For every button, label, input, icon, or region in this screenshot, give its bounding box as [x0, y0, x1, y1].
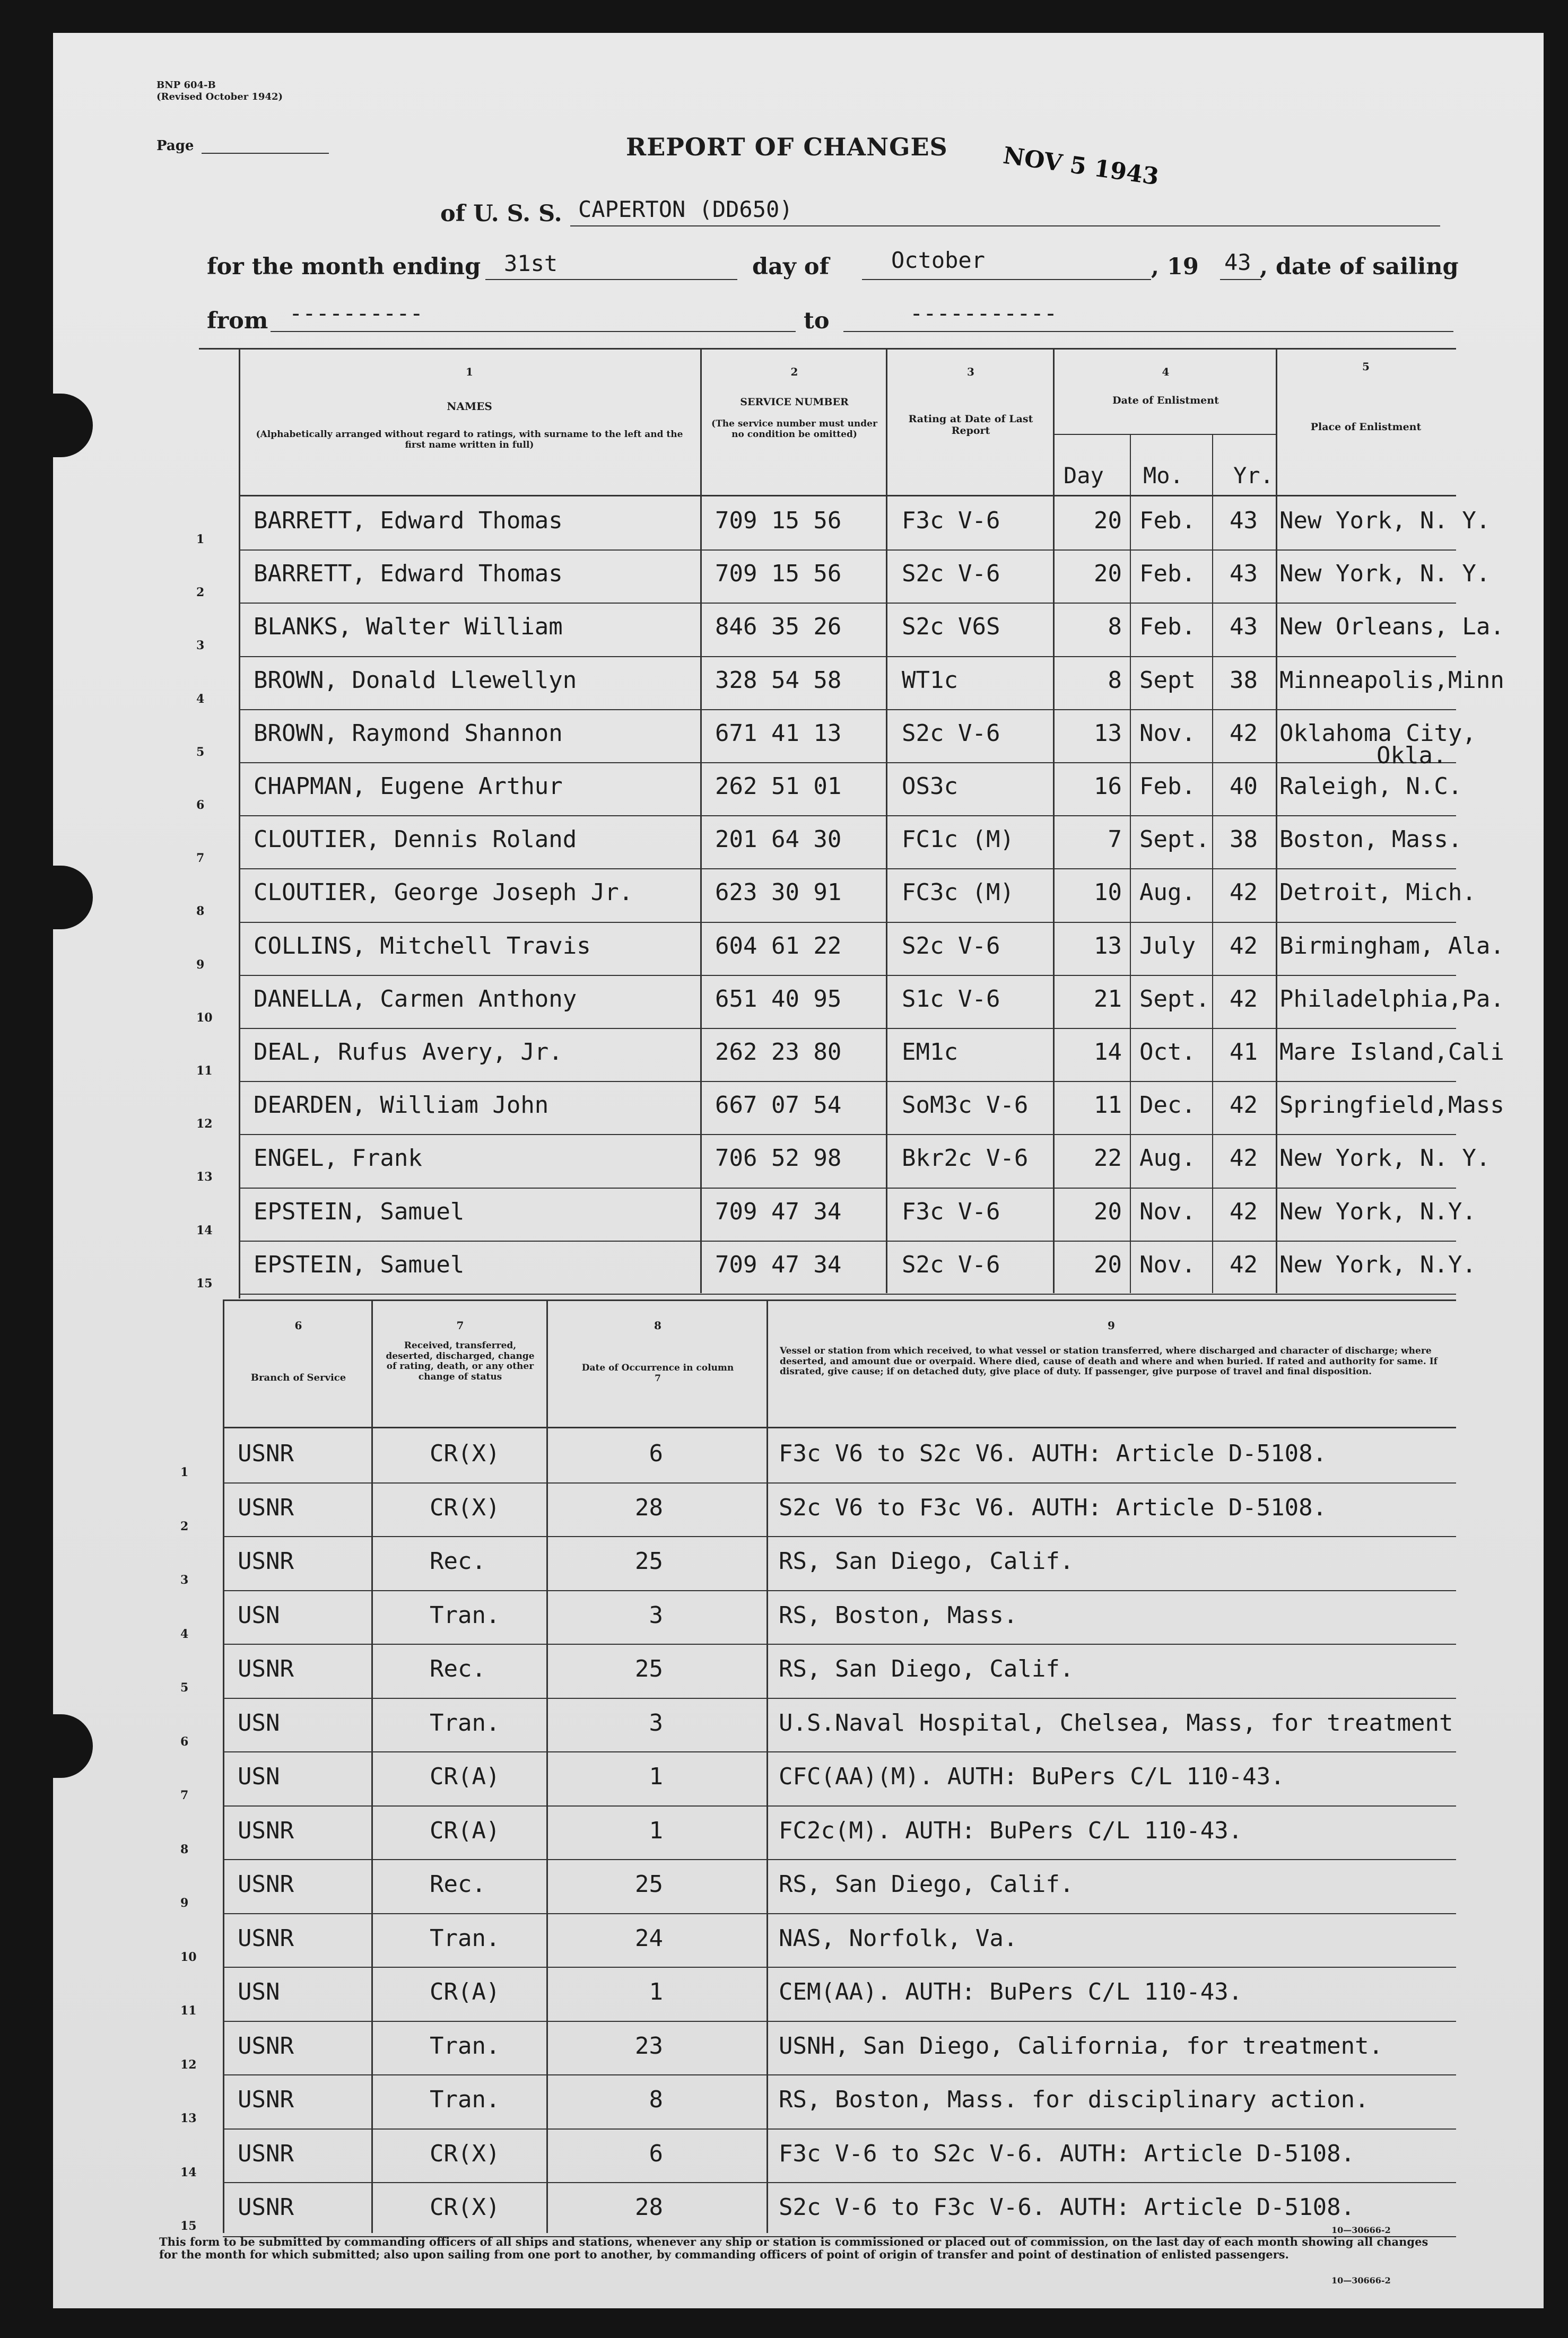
- binder-hole: [53, 394, 93, 457]
- enlist-place: Philadelphia,Pa.: [1279, 985, 1504, 1013]
- person-name: DANELLA, Carmen Anthony: [254, 985, 577, 1013]
- change-remarks: RS, San Diego, Calif.: [779, 1548, 1074, 1575]
- change-remarks: RS, Boston, Mass.: [779, 1601, 1018, 1629]
- row-number: 1: [180, 1465, 189, 1479]
- col6-title: Branch of Service: [250, 1372, 346, 1383]
- enlist-year: 43: [1230, 613, 1258, 641]
- enlist-day: 14: [1094, 1039, 1122, 1066]
- person-name: EPSTEIN, Samuel: [254, 1251, 465, 1278]
- enlist-month: July: [1139, 932, 1196, 959]
- change-remarks: FC2c(M). AUTH: BuPers C/L 110-43.: [779, 1817, 1243, 1844]
- row-number: 1: [196, 533, 205, 546]
- col7-number: 7: [456, 1319, 464, 1332]
- enlist-day: 20: [1094, 1251, 1122, 1278]
- form-number-text: BNP 604-B: [156, 80, 216, 91]
- service-number: 709 15 56: [715, 560, 842, 588]
- row-number: 5: [196, 745, 205, 759]
- change-type: CR(X): [430, 2194, 500, 2221]
- enlist-place: New York, N.Y.: [1279, 1251, 1476, 1278]
- service-number: 667 07 54: [715, 1092, 842, 1119]
- service-number: 651 40 95: [715, 985, 842, 1013]
- row-number: 4: [180, 1627, 189, 1641]
- col1-number: 1: [466, 365, 473, 378]
- day-value: 31st: [504, 250, 558, 276]
- row-number: 7: [180, 1789, 189, 1802]
- change-type: CR(X): [430, 1440, 500, 1467]
- row-number: 15: [196, 1276, 213, 1290]
- enlist-year: 38: [1230, 826, 1258, 853]
- change-remarks: S2c V-6 to F3c V-6. AUTH: Article D-5108.: [779, 2194, 1355, 2221]
- enlist-day: 7: [1108, 826, 1122, 853]
- rating: S2c V-6: [902, 1251, 1000, 1278]
- person-name: BROWN, Raymond Shannon: [254, 719, 563, 747]
- year-prefix: , 19: [1151, 254, 1199, 280]
- col4-day-label: Day: [1064, 463, 1104, 488]
- change-remarks: RS, San Diego, Calif.: [779, 1655, 1074, 1682]
- rating: S2c V-6: [902, 560, 1000, 588]
- change-type: Rec.: [430, 1655, 486, 1682]
- rating: F3c V-6: [902, 507, 1000, 534]
- rating: OS3c: [902, 773, 958, 800]
- enlist-place: Springfield,Mass: [1279, 1092, 1504, 1119]
- enlist-day: 20: [1094, 1198, 1122, 1225]
- change-remarks: CEM(AA). AUTH: BuPers C/L 110-43.: [779, 1978, 1243, 2005]
- col1-note: (Alphabetically arranged without regard to ratings, with surname to the left and the first name written in full): [256, 429, 683, 450]
- footer-instructions: This form to be submitted by commanding officers of all ships and stations, whenever any ship or station is commissioned or placed out of commission, on the last day of each month showing all changes for the month for which submitted; also upon sailing from one port to another, by commanding officers of point of origin of transfer and point of destination of enlisted passengers.: [159, 2235, 1428, 2261]
- enlist-month: Sept: [1139, 666, 1196, 694]
- col8-number: 8: [654, 1319, 661, 1332]
- col9-title: Vessel or station from which received, to what vessel or station transferred, where discharged and character of discharge; where deserted, and amount due or overpaid. Where died, cause of death and where and when buried. If rated and authority for same. If disrated, give cause; if on detached duty, give place of duty. If passenger, give purpose of travel and final disposition.: [780, 1346, 1438, 1377]
- enlist-month: Sept.: [1139, 826, 1210, 853]
- enlist-day: 20: [1094, 507, 1122, 534]
- page-line: [202, 153, 329, 154]
- row-number: 9: [180, 1896, 189, 1910]
- enlist-year: 43: [1230, 560, 1258, 588]
- col9-number: 9: [1108, 1319, 1115, 1332]
- service-number: 709 47 34: [715, 1198, 842, 1225]
- occurrence-date: 6: [649, 1440, 663, 1467]
- service-number: 262 23 80: [715, 1039, 842, 1066]
- occurrence-date: 25: [635, 1871, 663, 1898]
- ship-label: of U. S. S.: [440, 200, 562, 227]
- enlist-year: 42: [1230, 719, 1258, 747]
- change-type: CR(A): [430, 1978, 500, 2005]
- occurrence-date: 1: [649, 1978, 663, 2005]
- col2-title: SERVICE NUMBER: [740, 396, 849, 408]
- rating: S1c V-6: [902, 985, 1000, 1013]
- enlist-place: New York, N. Y.: [1279, 560, 1491, 588]
- occurrence-date: 25: [635, 1548, 663, 1575]
- col8-title: Date of Occurrence in column 7: [581, 1363, 734, 1384]
- change-type: Tran.: [430, 2086, 500, 2113]
- row-number: 9: [196, 957, 205, 972]
- binder-hole: [53, 866, 93, 929]
- service-number: 671 41 13: [715, 719, 842, 747]
- enlist-place: New York, N. Y.: [1279, 507, 1491, 534]
- enlist-month: Sept.: [1139, 985, 1210, 1013]
- enlist-day: 8: [1108, 666, 1122, 694]
- enlist-place: Birmingham, Ala.: [1279, 932, 1504, 959]
- branch-of-service: USNR: [238, 2086, 294, 2113]
- enlist-year: 38: [1230, 666, 1258, 694]
- person-name: BROWN, Donald Llewellyn: [254, 666, 577, 694]
- service-number: 709 15 56: [715, 507, 842, 534]
- enlist-month: Feb.: [1139, 560, 1196, 588]
- enlist-year: 42: [1230, 1145, 1258, 1172]
- col3-number: 3: [967, 365, 974, 378]
- col1-title: NAMES: [447, 400, 492, 413]
- occurrence-date: 1: [649, 1817, 663, 1844]
- enlist-place: Mare Island,Cali: [1279, 1039, 1504, 1066]
- branch-of-service: USNR: [238, 1548, 294, 1575]
- enlist-day: 16: [1094, 773, 1122, 800]
- row-number: 3: [196, 639, 205, 653]
- enlist-day: 10: [1094, 879, 1122, 906]
- enlist-day: 13: [1094, 719, 1122, 747]
- person-name: EPSTEIN, Samuel: [254, 1198, 465, 1225]
- person-name: BARRETT, Edward Thomas: [254, 507, 563, 534]
- change-type: CR(A): [430, 1817, 500, 1844]
- day-underline: [485, 279, 737, 280]
- row-number: 2: [180, 1519, 189, 1533]
- enlist-day: 11: [1094, 1092, 1122, 1119]
- person-name: CLOUTIER, Dennis Roland: [254, 826, 577, 853]
- sailing-label: , date of sailing: [1260, 254, 1459, 280]
- branch-of-service: USN: [238, 1763, 280, 1790]
- to-value: -----------: [910, 300, 1058, 326]
- to-underline: [843, 331, 1453, 332]
- enlist-year: 41: [1230, 1039, 1258, 1066]
- col6-number: 6: [294, 1319, 302, 1332]
- branch-of-service: USNR: [238, 1494, 294, 1521]
- person-name: BARRETT, Edward Thomas: [254, 560, 563, 588]
- rating: S2c V-6: [902, 932, 1000, 959]
- form-revised-text: (Revised October 1942): [156, 91, 283, 102]
- occurrence-date: 1: [649, 1763, 663, 1790]
- change-remarks: NAS, Norfolk, Va.: [779, 1924, 1018, 1952]
- year-underline: [1220, 279, 1261, 280]
- row-number: 8: [196, 904, 205, 919]
- enlist-month: Nov.: [1139, 1251, 1196, 1278]
- occurrence-date: 3: [649, 1709, 663, 1737]
- enlist-day: 13: [1094, 932, 1122, 959]
- received-stamp: NOV 5 1943: [1001, 142, 1161, 191]
- row-number: 12: [196, 1117, 213, 1131]
- change-type: Rec.: [430, 1871, 486, 1898]
- change-remarks: F3c V-6 to S2c V-6. AUTH: Article D-5108.: [779, 2140, 1355, 2167]
- enlist-day: 22: [1094, 1145, 1122, 1172]
- occurrence-date: 6: [649, 2140, 663, 2167]
- change-type: CR(A): [430, 1763, 500, 1790]
- from-label: from: [207, 308, 268, 334]
- change-type: Tran.: [430, 1709, 500, 1737]
- enlist-month: Aug.: [1139, 879, 1196, 906]
- change-type: Tran.: [430, 2032, 500, 2060]
- enlist-month: Feb.: [1139, 773, 1196, 800]
- year-value: 43: [1224, 249, 1251, 275]
- service-number: 709 47 34: [715, 1251, 842, 1278]
- person-name: DEARDEN, William John: [254, 1092, 549, 1119]
- to-label: to: [804, 308, 830, 334]
- row-number: 6: [196, 798, 205, 812]
- branch-of-service: USNR: [238, 2032, 294, 2060]
- occurrence-date: 28: [635, 1494, 663, 1521]
- row-number: 13: [196, 1170, 213, 1184]
- change-type: CR(X): [430, 2140, 500, 2167]
- from-underline: [271, 331, 796, 332]
- occurrence-date: 28: [635, 2194, 663, 2221]
- enlist-place: Detroit, Mich.: [1279, 879, 1476, 906]
- enlist-place: Raleigh, N.C.: [1279, 773, 1462, 800]
- enlist-day: 21: [1094, 985, 1122, 1013]
- occurrence-date: 25: [635, 1655, 663, 1682]
- print-code-bottom: 10—30666-2: [1331, 2275, 1391, 2285]
- col4-title: Date of Enlistment: [1112, 395, 1219, 406]
- row-number: 7: [196, 851, 205, 866]
- enlist-place: New York, N. Y.: [1279, 1145, 1491, 1172]
- row-number: 8: [180, 1842, 189, 1856]
- service-number: 846 35 26: [715, 613, 842, 641]
- person-name: CHAPMAN, Eugene Arthur: [254, 773, 563, 800]
- enlist-year: 40: [1230, 773, 1258, 800]
- change-remarks: CFC(AA)(M). AUTH: BuPers C/L 110-43.: [779, 1763, 1285, 1790]
- service-number: 328 54 58: [715, 666, 842, 694]
- rating: FC1c (M): [902, 826, 1014, 853]
- branch-of-service: USNR: [238, 1440, 294, 1467]
- enlist-year: 42: [1230, 932, 1258, 959]
- col2-number: 2: [790, 365, 798, 378]
- row-number: 5: [180, 1681, 189, 1695]
- change-remarks: F3c V6 to S2c V6. AUTH: Article D-5108.: [779, 1440, 1327, 1467]
- branch-of-service: USNR: [238, 1817, 294, 1844]
- row-number: 11: [180, 2004, 197, 2018]
- rating: S2c V6S: [902, 613, 1000, 641]
- month-underline: [862, 279, 1151, 280]
- person-name: BLANKS, Walter William: [254, 613, 563, 641]
- enlist-year: 43: [1230, 507, 1258, 534]
- row-number: 2: [196, 586, 205, 600]
- page-label: Page: [156, 138, 194, 154]
- rating: S2c V-6: [902, 719, 1000, 747]
- row-number: 4: [196, 692, 205, 706]
- rating: F3c V-6: [902, 1198, 1000, 1225]
- occurrence-date: 24: [635, 1924, 663, 1952]
- enlist-month: Oct.: [1139, 1039, 1196, 1066]
- branch-of-service: USNR: [238, 1871, 294, 1898]
- service-number: 706 52 98: [715, 1145, 842, 1172]
- enlist-place: Boston, Mass.: [1279, 826, 1462, 853]
- row-number: 3: [180, 1573, 189, 1587]
- person-name: COLLINS, Mitchell Travis: [254, 932, 591, 959]
- from-value: ----------: [289, 300, 423, 326]
- row-number: 14: [196, 1223, 213, 1237]
- enlist-month: Nov.: [1139, 1198, 1196, 1225]
- row-number: 15: [180, 2219, 197, 2233]
- print-code-top: 10—30666-2: [1331, 2225, 1391, 2235]
- person-name: ENGEL, Frank: [254, 1145, 422, 1172]
- rating: Bkr2c V-6: [902, 1145, 1029, 1172]
- branch-of-service: USNR: [238, 2194, 294, 2221]
- change-remarks: USNH, San Diego, California, for treatment.: [779, 2032, 1383, 2060]
- service-number: 604 61 22: [715, 932, 842, 959]
- change-type: CR(X): [430, 1494, 500, 1521]
- rating: WT1c: [902, 666, 958, 694]
- change-remarks: RS, San Diego, Calif.: [779, 1871, 1074, 1898]
- enlist-month: Feb.: [1139, 613, 1196, 641]
- service-number: 201 64 30: [715, 826, 842, 853]
- change-type: Tran.: [430, 1601, 500, 1629]
- enlist-month: Feb.: [1139, 507, 1196, 534]
- col4-year-label: Yr.: [1233, 463, 1274, 488]
- branch-of-service: USN: [238, 1709, 280, 1737]
- row-number: 10: [196, 1010, 213, 1025]
- service-number: 262 51 01: [715, 773, 842, 800]
- branch-of-service: USNR: [238, 1655, 294, 1682]
- occurrence-date: 3: [649, 1601, 663, 1629]
- month-label: for the month ending: [207, 254, 481, 280]
- enlist-year: 42: [1230, 985, 1258, 1013]
- col2-note: (The service number must under no condition be omitted): [711, 418, 877, 440]
- row-number: 14: [180, 2165, 197, 2179]
- ship-name: CAPERTON (DD650): [578, 196, 793, 222]
- row-number: 6: [180, 1734, 189, 1749]
- page-title: REPORT OF CHANGES: [626, 133, 948, 161]
- row-number: 10: [180, 1950, 197, 1964]
- enlist-place: Minneapolis,Minn: [1279, 666, 1504, 694]
- row-number: 12: [180, 2057, 197, 2072]
- enlist-year: 42: [1230, 879, 1258, 906]
- change-type: Tran.: [430, 1924, 500, 1952]
- person-name: DEAL, Rufus Avery, Jr.: [254, 1039, 563, 1066]
- enlist-month: Aug.: [1139, 1145, 1196, 1172]
- form-number: [156, 80, 283, 103]
- enlist-year: 42: [1230, 1251, 1258, 1278]
- change-remarks: RS, Boston, Mass. for disciplinary action.: [779, 2086, 1369, 2113]
- enlist-year: 42: [1230, 1198, 1258, 1225]
- enlist-place-cont: Okla.: [1377, 741, 1447, 769]
- day-of-label: day of: [752, 254, 830, 280]
- branch-of-service: USN: [238, 1978, 280, 2005]
- col5-number: 5: [1362, 360, 1370, 373]
- col3-title: Rating at Date of Last Report: [908, 413, 1033, 437]
- binder-hole: [53, 1714, 93, 1778]
- service-number: 623 30 91: [715, 879, 842, 906]
- branch-of-service: USNR: [238, 2140, 294, 2167]
- col4-month-label: Mo.: [1143, 463, 1183, 488]
- col5-title: Place of Enlistment: [1310, 421, 1422, 433]
- rating: SoM3c V-6: [902, 1092, 1029, 1119]
- enlist-place: Oklahoma City,: [1279, 719, 1476, 747]
- person-name: CLOUTIER, George Joseph Jr.: [254, 879, 633, 906]
- rating: EM1c: [902, 1039, 958, 1066]
- rating: FC3c (M): [902, 879, 1014, 906]
- row-number: 11: [196, 1064, 213, 1078]
- enlist-day: 8: [1108, 613, 1122, 641]
- change-type: Rec.: [430, 1548, 486, 1575]
- col7-title: Received, transferred, deserted, discharged, change of rating, death, or any other change of status: [386, 1340, 535, 1382]
- col4-number: 4: [1162, 365, 1170, 378]
- branch-of-service: USN: [238, 1601, 280, 1629]
- enlist-month: Dec.: [1139, 1092, 1196, 1119]
- enlist-place: New York, N.Y.: [1279, 1198, 1476, 1225]
- change-remarks: S2c V6 to F3c V6. AUTH: Article D-5108.: [779, 1494, 1327, 1521]
- branch-of-service: USNR: [238, 1924, 294, 1952]
- enlist-month: Nov.: [1139, 719, 1196, 747]
- ship-underline: [570, 225, 1440, 226]
- enlist-year: 42: [1230, 1092, 1258, 1119]
- row-number: 13: [180, 2112, 197, 2125]
- occurrence-date: 8: [649, 2086, 663, 2113]
- month-value: October: [891, 247, 986, 273]
- occurrence-date: 23: [635, 2032, 663, 2060]
- enlist-day: 20: [1094, 560, 1122, 588]
- change-remarks: U.S.Naval Hospital, Chelsea, Mass, for treatment: [779, 1709, 1453, 1737]
- enlist-place: New Orleans, La.: [1279, 613, 1504, 641]
